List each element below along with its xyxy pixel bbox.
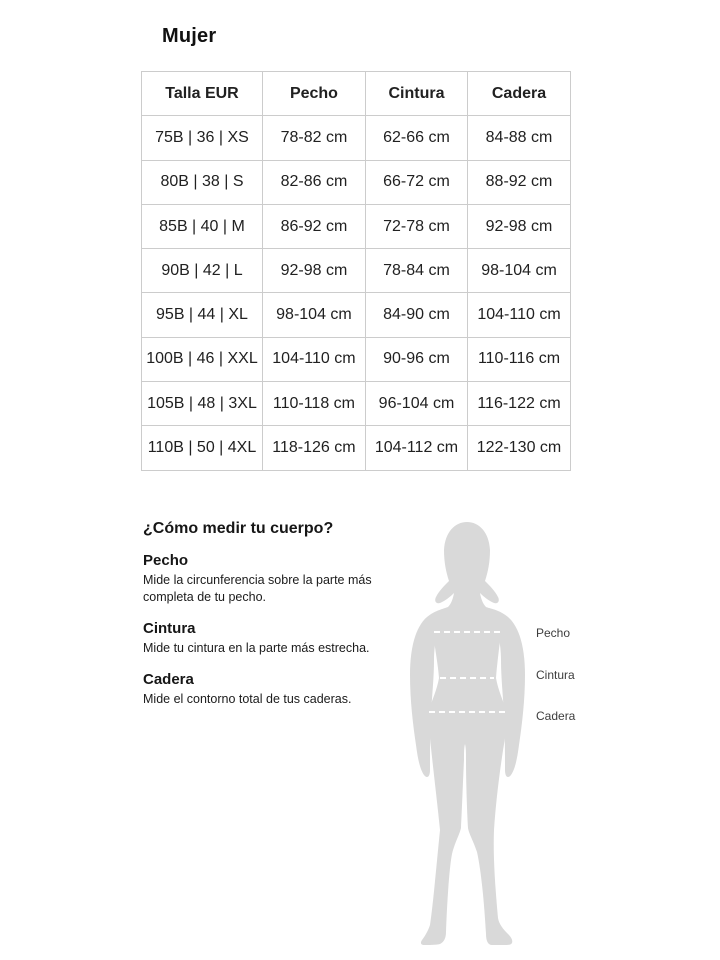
guide-text-cadera: Mide el contorno total de tus caderas. [143,692,352,706]
guide-section-pecho [143,552,401,606]
table-row [142,337,571,381]
cell-pecho: 86-92 cm [262,204,365,248]
header-talla-eur: Talla EUR [142,72,263,116]
cell-cadera: 104-110 cm [468,293,571,337]
cell-cintura: 72-78 cm [365,204,467,248]
table-row [142,204,571,248]
guide-section-cintura [143,620,401,657]
cell-pecho: 104-110 cm [262,337,365,381]
guide-heading-cintura: Cintura [143,620,196,637]
cell-cadera: 122-130 cm [468,426,571,470]
cell-pecho: 82-86 cm [262,160,365,204]
cell-talla: 85B | 40 | M [142,204,263,248]
measure-guide [143,520,401,708]
cell-cintura: 62-66 cm [365,116,467,160]
cell-pecho: 118-126 cm [262,426,365,470]
cell-cintura: 96-104 cm [365,382,467,426]
cell-pecho: 92-98 cm [262,249,365,293]
table-row [142,426,571,470]
cell-cadera: 84-88 cm [468,116,571,160]
table-row [142,382,571,426]
cell-talla: 95B | 44 | XL [142,293,263,337]
body-measure-diagram [400,520,540,952]
table-row [142,293,571,337]
cell-cadera: 116-122 cm [468,382,571,426]
figure-label-cintura: Cintura [536,668,575,682]
figure-label-cadera: Cadera [536,709,576,723]
cell-cadera: 92-98 cm [468,204,571,248]
cell-cintura: 104-112 cm [365,426,467,470]
cell-cintura: 90-96 cm [365,337,467,381]
table-row [142,116,571,160]
guide-section-cadera [143,671,401,708]
size-table [141,71,571,471]
cell-cadera: 110-116 cm [468,337,571,381]
guide-text-pecho: Mide la circunferencia sobre la parte más completa de tu pecho. [143,573,372,604]
cell-talla: 80B | 38 | S [142,160,263,204]
cell-pecho: 78-82 cm [262,116,365,160]
cell-cadera: 88-92 cm [468,160,571,204]
cell-talla: 100B | 46 | XXL [142,337,263,381]
guide-text-cintura: Mide tu cintura en la parte más estrecha. [143,641,370,655]
guide-heading-cadera: Cadera [143,671,194,688]
cell-talla: 90B | 42 | L [142,249,263,293]
guide-title: ¿Cómo medir tu cuerpo? [143,520,334,537]
cell-talla: 105B | 48 | 3XL [142,382,263,426]
header-cintura: Cintura [365,72,467,116]
cell-talla: 75B | 36 | XS [142,116,263,160]
cell-pecho: 98-104 cm [262,293,365,337]
figure-label-pecho: Pecho [536,626,571,640]
header-cadera: Cadera [468,72,571,116]
guide-heading-pecho: Pecho [143,552,189,569]
table-header-row [142,72,571,116]
cell-cadera: 98-104 cm [468,249,571,293]
cell-pecho: 110-118 cm [262,382,365,426]
cell-cintura: 66-72 cm [365,160,467,204]
silhouette-body [421,522,512,945]
table-row [142,249,571,293]
page-title: Mujer [162,25,217,47]
female-silhouette-icon [400,520,540,952]
cell-cintura: 84-90 cm [365,293,467,337]
header-pecho: Pecho [262,72,365,116]
table-row [142,160,571,204]
cell-talla: 110B | 50 | 4XL [142,426,263,470]
cell-cintura: 78-84 cm [365,249,467,293]
